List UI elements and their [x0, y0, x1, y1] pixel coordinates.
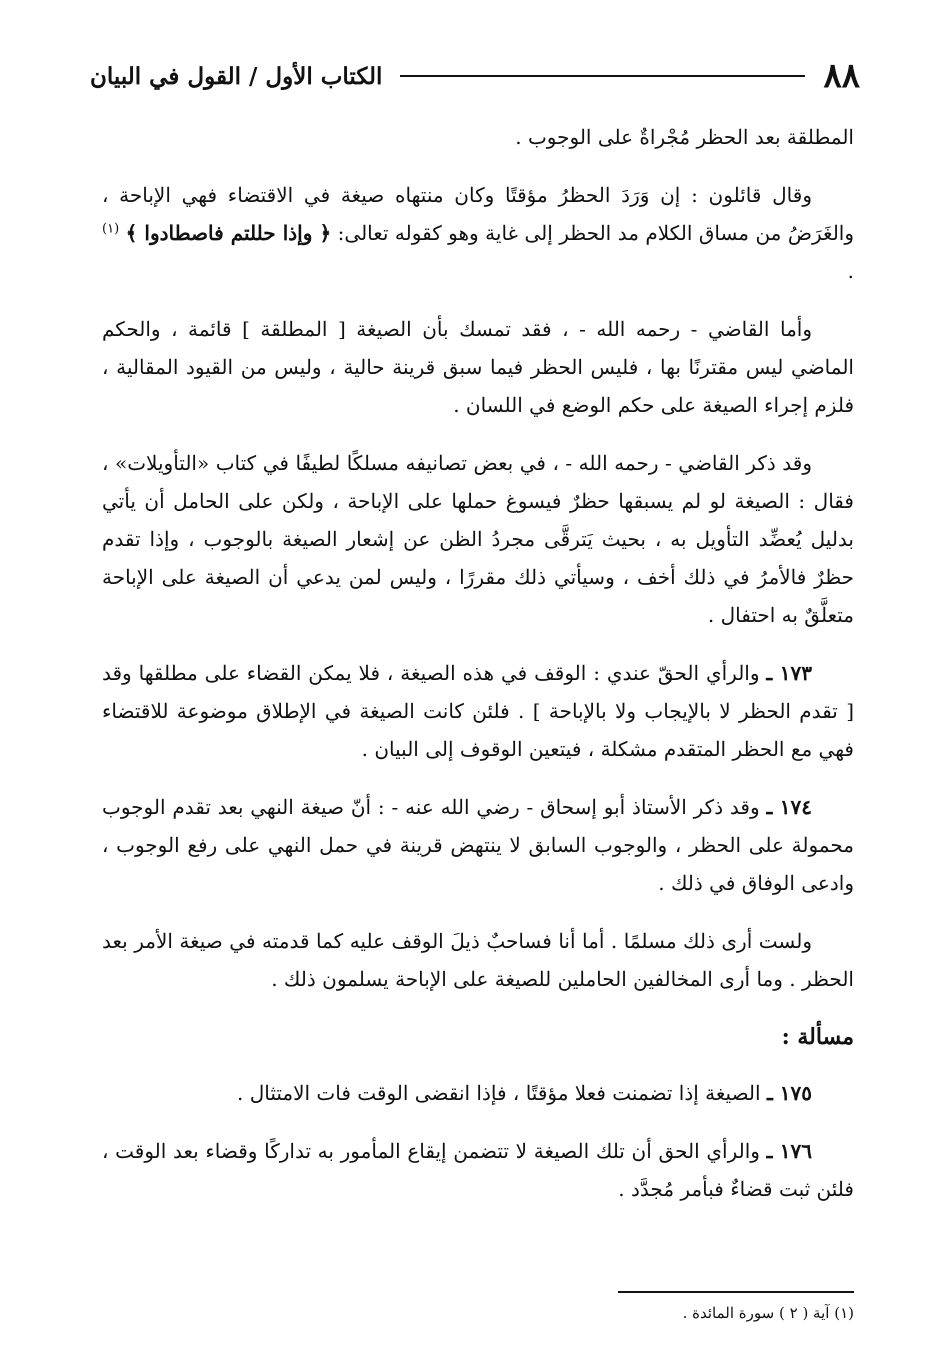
paragraph-number: ١٧٦ ـ [766, 1139, 813, 1163]
paragraph: وأما القاضي - رحمه الله - ، فقد تمسك بأن الصيغة [ المطلقة ] قائمة ، والحكم الماضي ليس مقترنًا بها ، فليس الحظر فيما سبق قرينة حالية ، وليس من القيود المقالية ، فلزم إجراء الصيغة على حكم الوضع في اللسان . [102, 317, 854, 417]
paragraph: ١٧٣ ـ والرأي الحقّ عندي : الوقف في هذه الصيغة ، فلا يمكن القضاء على مطلقها وقد [ تقدم الحظر لا بالإيجاب ولا بالإباحة ] . فلئن كانت الصيغة في الإطلاق موضوعة للاقتضاء فهي مع الحظر المتقدم مشكلة ، فيتعين الوقوف إلى البيان . [102, 661, 854, 761]
paragraph: ١٧٦ ـ والرأي الحق أن تلك الصيغة لا تتضمن إيقاع المأمور به تداركًا وقضاء بعد الوقت ، فلئن ثبت قضاءٌ فبأمر مُجدَّد . [102, 1139, 854, 1201]
running-title: الكتاب الأول / القول في البيان [90, 62, 383, 90]
header-rule [400, 75, 805, 77]
paragraph: ١٧٥ ـ الصيغة إذا تضمنت فعلا مؤقتًا ، فإذا انقضى الوقت فات الامتثال . [236, 1081, 812, 1105]
paragraph: وقد ذكر القاضي - رحمه الله - ، في بعض تصانيفه مسلكًا لطيفًا في كتاب «التأويلات» ، فقال : الصيغة لو لم يسبقها حظرٌ فيسوغ حملها على الإباحة ، ولكن على الحامل أن يأتي بدليل يُعضِّد التأويل به ، بحيث يَترقَّى مجردُ الظن عن إشعار الصيغة بالوجوب ، وإذا تقدم حظرٌ فالأمرُ في ذلك أخف ، وسيأتي ذلك مقررًا ، وليس لمن يدعي أن الصيغة على الإباحة متعلَّقٌ به احتفال . [102, 451, 854, 627]
paragraph: ١٧٤ ـ وقد ذكر الأستاذ أبو إسحاق - رضي الله عنه - : أنّ صيغة النهي بعد تقدم الوجوب محمولة على الحظر ، والوجوب السابق لا ينتهض قرينة في حمل النهي على رفع الوجوب ، وادعى الوفاق في ذلك . [102, 795, 854, 895]
quran-quote: ﴿ وإذا حللتم فاصطادوا ﴾ [125, 221, 332, 245]
page-number: ٨٨ [823, 56, 860, 96]
paragraph-number: ١٧٥ ـ [766, 1081, 812, 1105]
paragraph-number: ١٧٤ ـ [766, 795, 813, 819]
paragraph: المطلقة بعد الحظر مُجْراةٌ على الوجوب . [515, 125, 854, 149]
page-body [102, 118, 854, 1228]
section-heading: مسألة : [781, 1024, 854, 1050]
footnote: (١) آية ( ٢ ) سورة المائدة . [682, 1304, 854, 1322]
paragraph: وقال قائلون : إن وَرَدَ الحظرُ مؤقتًا وكان منتهاه صيغة في الاقتضاء فهي الإباحة ، والغَرَضُ من مساق الكلام مد الحظر إلى غاية وهو كقوله تعالى: ﴿ وإذا حللتم فاصطادوا ﴾ $^{(١)}$ . [102, 183, 855, 283]
footnote-rule [618, 1291, 854, 1293]
footnote-ref: (١) [102, 221, 120, 237]
paragraph-number: ١٧٣ ـ [766, 661, 812, 685]
paragraph: ولست أرى ذلك مسلمًا . أما أنا فساحبٌ ذيلَ الوقف عليه كما قدمته في صيغة الأمر بعد الحظر . وما أرى المخالفين الحاملين للصيغة على الإباحة يسلمون ذلك . [102, 929, 854, 991]
page-header [90, 50, 860, 102]
